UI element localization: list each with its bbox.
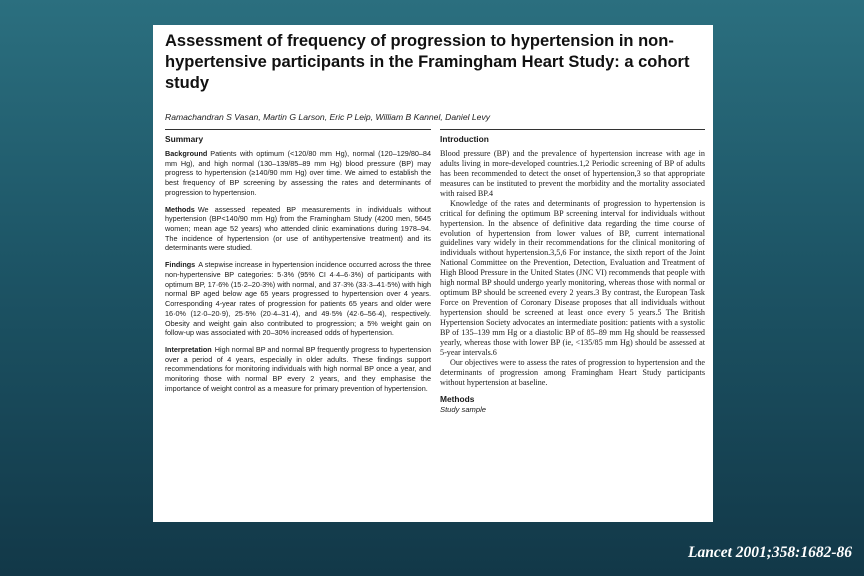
paper-page bbox=[153, 25, 713, 522]
findings-paragraph bbox=[165, 260, 431, 338]
interpretation-paragraph bbox=[165, 345, 431, 394]
findings-text: A stepwise increase in hypertension incidence occurred across the three non-hypertensive BP categories: 5·3% (95% CI 4·4–6·3%) of participants with optimum BP, 17·6% (15·2–20·3%) with normal, and 37·3% (33·3–41·5%) with high normal BP aged below age 65 years progressed to hypertension over 4 years. Corresponding 4-year rates of progression for patients 65 years and older were 16·0% (12·0–20·9), 25·5% (20·4–31·4), and 49·5% (42·6–56·4), respectively. Obesity and weight gain also contributed to progression; a 5% weight gain on follow-up was associated with 20–30% increased odds of hypertension. bbox=[165, 260, 431, 338]
interpretation-text: High normal BP and normal BP frequently progress to hypertension over a period of 4 years, especially in older adults. These findings support recommendations for monitoring individuals with high normal BP once a year, and monitoring those with normal BP every 2 years, and they emphasise the importance of weight control as a measure for primary prevention of hypertension. bbox=[165, 344, 431, 393]
summary-heading: Summary bbox=[165, 134, 204, 144]
findings-label: Findings bbox=[165, 260, 196, 270]
background-paragraph bbox=[165, 149, 431, 198]
summary-column bbox=[165, 134, 431, 401]
methods-paragraph bbox=[165, 205, 431, 254]
introduction-column bbox=[440, 134, 705, 414]
background-label: Background bbox=[165, 149, 208, 158]
intro-paragraph: Our objectives were to assess the rates of progression to hypertension and the determinants of progression among Framingham Heart Study participants without hypertension at baseline. bbox=[440, 357, 705, 387]
methods-label: Methods bbox=[165, 204, 195, 214]
intro-paragraph: Blood pressure (BP) and the prevalence of hypertension increase with age in adults living in more-developed countries.1,2 Periodic screening of BP of adults has been recommended to detect the onset of hypertension,3 so that appropriate measures can be instituted to prevent the morbidity and the mortality associated with raised BP.4 bbox=[440, 149, 705, 198]
study-sample-subheading: Study sample bbox=[440, 404, 487, 414]
introduction-heading: Introduction bbox=[440, 134, 489, 144]
intro-paragraph: Knowledge of the rates and determinants of progression to hypertension is critical for defining the optimum BP screening interval for individuals without hypertension. In the absence of definitive data regarding the time course of evolution of hypertension from lower values of BP, current international guidelines vary widely in their recommendations for the clinical monitoring of individuals without hypertension.3,5,6 For instance, the sixth report of the Joint National Committee on the Prevention, Detection, Evaluation and Treatment of High Blood Pressure in the United States (JNC VI) recommends that people with high normal BP should undergo yearly monitoring, whereas those with normal or optimum BP should be screened every 2 years.3 By contrast, the European Task Force on Prevention of Coronary Disease proposes that all individuals without hypertension should be screened at least once every 5 years.5 The British Hypertension Society advocates an intermediate position: patients with a systolic BP of 135–139 mm Hg or a diastolic BP of 85–89 mm Hg should be reassessed yearly, whereas those with lower BP (ie, <135/85 mm Hg) should be assessed at 5-year intervals.6 bbox=[440, 198, 705, 357]
methods-text: We assessed repeated BP measurements in individuals without hypertension (BP<140/90 mm Hg) from the Framingham Study (4200 men, 5645 women; mean age 52 years) who attended clinic examinations during 1978–94. The incidence of hypertension (or use of antihypertensive treatment) and its determinants were studied. bbox=[165, 204, 431, 253]
interpretation-label: Interpretation bbox=[165, 344, 212, 354]
citation-caption: Lancet 2001;358:1682-86 bbox=[687, 544, 852, 561]
methods-heading: Methods bbox=[440, 393, 475, 404]
background-text: Patients with optimum (<120/80 mm Hg), normal (120–129/80–84 mm Hg), and high normal (130–139/85–89 mm Hg) blood pressure (BP) may progress to hypertension (≥140/90 mm Hg) over time. We aimed to establish the best frequency of BP screening by assessing the rates and determinants of progression to hypertension. bbox=[165, 149, 431, 197]
article-title: Assessment of frequency of progression to hypertension in non-hypertensive participants in the Framingham Heart Study: a cohort study bbox=[165, 32, 690, 92]
divider-right bbox=[440, 129, 705, 130]
author-list: Ramachandran S Vasan, Martin G Larson, Eric P Leip, William B Kannel, Daniel Levy bbox=[165, 112, 491, 122]
divider-left bbox=[165, 129, 431, 130]
